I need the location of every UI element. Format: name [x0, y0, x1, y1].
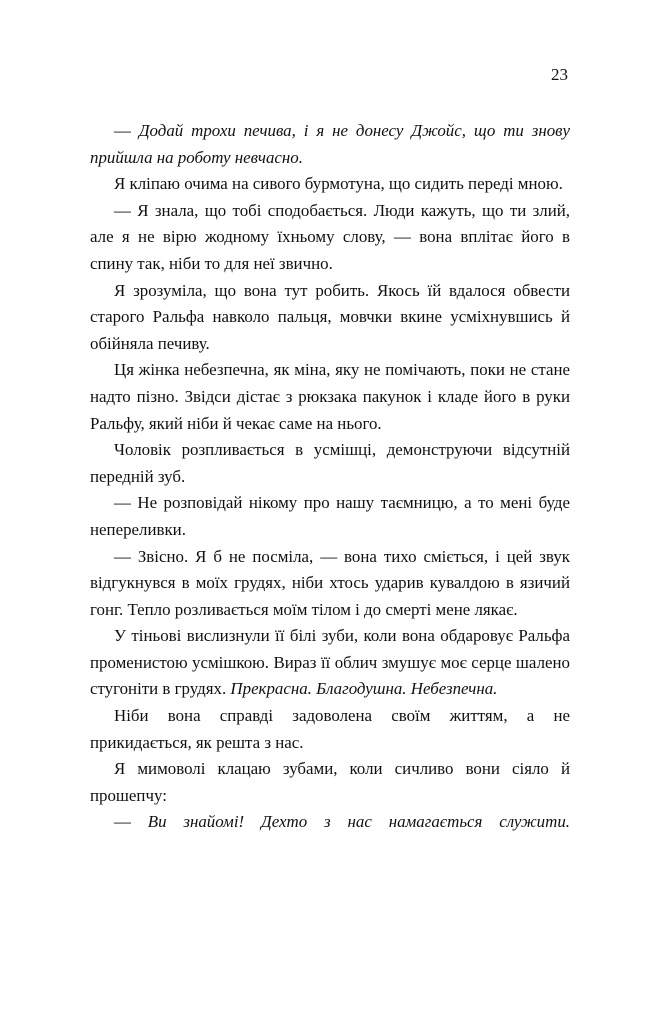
paragraph [90, 198, 570, 278]
text-run: Чоловік розпливається в усмішці, демонструючи відсутній передній зуб. [90, 440, 570, 486]
text-run: — Я знала, що тобі сподобається. Люди кажуть, що ти злий, але я не вірю жодному їхньому слову, — вона вплітає його в спину так, ніби то для неї звично. [90, 200, 570, 273]
text-run: — Не розповідай нікому про нашу таємницю, а то мені буде непереливки. [90, 493, 570, 539]
paragraph [90, 756, 570, 809]
page-number: 23 [551, 65, 568, 84]
text-run: — [114, 812, 148, 832]
italic-text: Ви знайомі! Дехто з нас намагається служити. [147, 812, 570, 832]
text-run: Я зрозуміла, що вона тут робить. Якось їй вдалося обвести старого Ральфа навколо пальця, мовчки вкине усміхнувшись й обійняла печиву. [90, 280, 570, 353]
paragraph [90, 623, 570, 703]
text-run: — [114, 121, 139, 140]
paragraph [90, 703, 570, 756]
paragraph [90, 490, 570, 543]
paragraph [90, 118, 570, 171]
paragraph [90, 544, 570, 624]
paragraph [90, 357, 570, 437]
paragraph [90, 809, 570, 836]
paragraph [90, 437, 570, 490]
body-text [90, 118, 570, 836]
text-run: Ця жінка небезпечна, як міна, яку не помічають, поки не стане надто пізно. Звідси дістає з рюкзака пакунок і кладе його в руки Ральфу, який ніби й чекає саме на нього. [90, 360, 570, 433]
italic-text: Додай трохи печива, і я не донесу Джойс, що ти знову прийшла на роботу невчасно. [90, 121, 570, 167]
text-run: Ніби вона справді задоволена своїм життям, а не прикидається, як решта з нас. [90, 706, 570, 752]
text-run: Я кліпаю очима на сивого бурмотуна, що сидить переді мною. [114, 174, 563, 194]
text-run: — Звісно. Я б не посміла, — вона тихо сміється, і цей звук відгукнувся в моїх грудях, ніби хтось ударив кувалдою в язичий гонг. Тепло розливається моїм тілом і до смерті мене лякає. [90, 546, 570, 619]
italic-text: Прекрасна. Благодушна. Небезпечна. [230, 679, 498, 699]
text-run: Я мимоволі клацаю зубами, коли сичливо вони сіяло й прошепчу: [90, 759, 570, 805]
text-run: У тіньові вислизнули її білі зуби, коли вона обдаровує Ральфа променистою усмішкою. Вираз її облич змушує моє серце шалено стугоніти в грудях. [90, 626, 570, 699]
paragraph [90, 278, 570, 358]
paragraph [90, 171, 570, 198]
